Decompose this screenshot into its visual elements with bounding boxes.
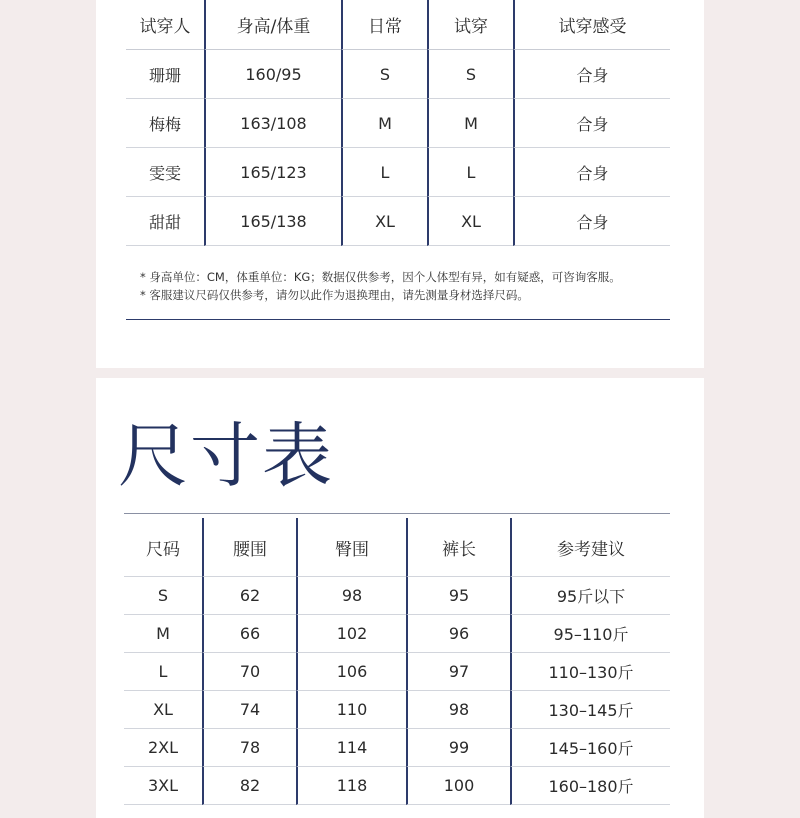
size-cell-hip: 118 bbox=[296, 767, 406, 805]
size-cell-waist: 74 bbox=[202, 691, 296, 729]
size-cell-size: 2XL bbox=[124, 729, 202, 767]
tryon-cell-daily: XL bbox=[341, 197, 427, 246]
tryon-cell-daily: M bbox=[341, 99, 427, 148]
size-header-suggestion: 参考建议 bbox=[510, 518, 670, 577]
table-row bbox=[124, 729, 670, 767]
size-cell-waist: 62 bbox=[202, 577, 296, 615]
table-row bbox=[124, 577, 670, 615]
tryon-header-height-weight: 身高/体重 bbox=[204, 0, 341, 50]
tryon-cell-feeling: 合身 bbox=[513, 50, 670, 99]
tryon-notes bbox=[140, 268, 621, 304]
tryon-cell-name: 梅梅 bbox=[126, 99, 204, 148]
size-header-size: 尺码 bbox=[124, 518, 202, 577]
size-cell-hip: 114 bbox=[296, 729, 406, 767]
tryon-cell-name: 甜甜 bbox=[126, 197, 204, 246]
size-cell-length: 100 bbox=[406, 767, 510, 805]
tryon-cell-feeling: 合身 bbox=[513, 148, 670, 197]
tryon-header-daily-size: 日常 bbox=[341, 0, 427, 50]
size-cell-suggestion: 160–180斤 bbox=[510, 767, 670, 805]
table-row bbox=[126, 197, 670, 246]
table-row bbox=[126, 99, 670, 148]
size-cell-size: XL bbox=[124, 691, 202, 729]
tryon-cell-daily: S bbox=[341, 50, 427, 99]
size-cell-size: S bbox=[124, 577, 202, 615]
table-row bbox=[124, 653, 670, 691]
size-header-length: 裤长 bbox=[406, 518, 510, 577]
size-cell-waist: 82 bbox=[202, 767, 296, 805]
size-cell-waist: 78 bbox=[202, 729, 296, 767]
size-chart-title: 尺寸表 bbox=[118, 415, 334, 497]
size-cell-size: M bbox=[124, 615, 202, 653]
size-cell-suggestion: 95斤以下 bbox=[510, 577, 670, 615]
tryon-header-tried-size: 试穿 bbox=[427, 0, 513, 50]
size-cell-hip: 110 bbox=[296, 691, 406, 729]
note-disclaimer: * 客服建议尺码仅供参考，请勿以此作为退换理由，请先测量身材选择尺码。 bbox=[140, 288, 529, 302]
note-units: * 身高单位：CM，体重单位：KG；数据仅供参考，因个人体型有异，如有疑惑，可咨询客服。 bbox=[140, 270, 621, 284]
size-cell-size: 3XL bbox=[124, 767, 202, 805]
table-row bbox=[126, 148, 670, 197]
tryon-cell-height-weight: 160/95 bbox=[204, 50, 341, 99]
size-chart-top-rule bbox=[124, 513, 670, 514]
size-cell-suggestion: 145–160斤 bbox=[510, 729, 670, 767]
tryon-cell-tried: XL bbox=[427, 197, 513, 246]
tryon-cell-feeling: 合身 bbox=[513, 99, 670, 148]
size-cell-length: 99 bbox=[406, 729, 510, 767]
size-chart-table bbox=[124, 518, 670, 805]
tryon-cell-tried: L bbox=[427, 148, 513, 197]
size-header-row bbox=[124, 518, 670, 577]
size-cell-suggestion: 130–145斤 bbox=[510, 691, 670, 729]
tryon-cell-name: 雯雯 bbox=[126, 148, 204, 197]
notes-divider bbox=[126, 319, 670, 320]
size-cell-hip: 98 bbox=[296, 577, 406, 615]
tryon-header-feeling: 试穿感受 bbox=[513, 0, 670, 50]
size-cell-waist: 66 bbox=[202, 615, 296, 653]
size-cell-hip: 106 bbox=[296, 653, 406, 691]
size-cell-hip: 102 bbox=[296, 615, 406, 653]
size-cell-length: 98 bbox=[406, 691, 510, 729]
size-cell-suggestion: 110–130斤 bbox=[510, 653, 670, 691]
tryon-cell-tried: M bbox=[427, 99, 513, 148]
tryon-cell-name: 珊珊 bbox=[126, 50, 204, 99]
size-header-hip: 臀围 bbox=[296, 518, 406, 577]
tryon-cell-tried: S bbox=[427, 50, 513, 99]
table-row bbox=[124, 615, 670, 653]
table-row bbox=[124, 767, 670, 805]
tryon-table bbox=[126, 0, 670, 246]
size-cell-waist: 70 bbox=[202, 653, 296, 691]
table-row bbox=[126, 50, 670, 99]
size-cell-length: 96 bbox=[406, 615, 510, 653]
tryon-cell-height-weight: 165/123 bbox=[204, 148, 341, 197]
table-row bbox=[124, 691, 670, 729]
tryon-cell-feeling: 合身 bbox=[513, 197, 670, 246]
size-cell-suggestion: 95–110斤 bbox=[510, 615, 670, 653]
size-cell-length: 95 bbox=[406, 577, 510, 615]
size-header-waist: 腰围 bbox=[202, 518, 296, 577]
size-cell-size: L bbox=[124, 653, 202, 691]
tryon-cell-height-weight: 163/108 bbox=[204, 99, 341, 148]
size-cell-length: 97 bbox=[406, 653, 510, 691]
tryon-cell-height-weight: 165/138 bbox=[204, 197, 341, 246]
tryon-cell-daily: L bbox=[341, 148, 427, 197]
tryon-header-tester: 试穿人 bbox=[126, 0, 204, 50]
tryon-header-row bbox=[126, 0, 670, 50]
